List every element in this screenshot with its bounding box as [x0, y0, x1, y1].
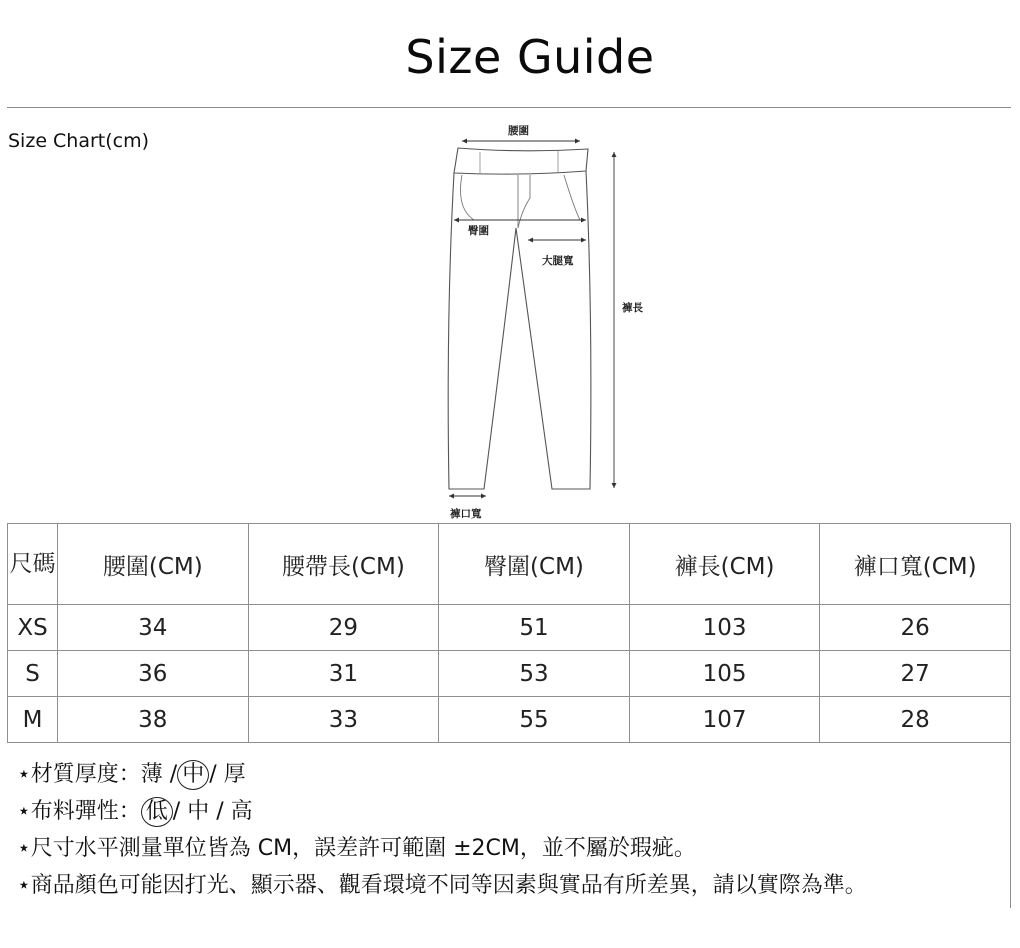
table-row	[8, 697, 1011, 743]
waist-label: 腰圍	[508, 125, 529, 137]
table-cell: 107	[629, 697, 820, 743]
size-column-header: 尺碼	[8, 524, 58, 605]
thigh-label: 大腿寬	[542, 255, 574, 267]
column-header: 褲長(CM)	[629, 524, 820, 605]
table-cell: 36	[58, 651, 249, 697]
color-disclaimer-note: ⋆商品顏色可能因打光、顯示器、觀看環境不同等因素與實品有所差異，請以實際為準。	[17, 873, 867, 898]
table-cell: 33	[248, 697, 439, 743]
elasticity-note: ⋆布料彈性： 低 / 中 / 高	[17, 794, 867, 831]
title-divider	[7, 107, 1011, 108]
table-row	[8, 605, 1011, 651]
column-header: 腰圍(CM)	[58, 524, 249, 605]
column-header: 腰帶長(CM)	[248, 524, 439, 605]
table-cell: 26	[820, 605, 1011, 651]
hem-label: 褲口寬	[450, 508, 482, 520]
table-header-row	[8, 524, 1011, 605]
size-cell: M	[8, 697, 58, 743]
page-title: Size Guide	[405, 30, 655, 84]
measurement-note: ⋆尺寸水平測量單位皆為 CM，誤差許可範圍 ±2CM，並不屬於瑕疵。	[17, 836, 696, 861]
hip-label: 臀圍	[468, 225, 489, 237]
pants-measurement-diagram	[440, 118, 680, 523]
thickness-note: ⋆材質厚度：薄 / 中 / 厚	[17, 757, 867, 794]
table-cell: 105	[629, 651, 820, 697]
notes-right-border	[1010, 743, 1011, 908]
table-cell: 34	[58, 605, 249, 651]
column-header: 褲口寬(CM)	[820, 524, 1011, 605]
table-cell: 55	[439, 697, 630, 743]
table-row	[8, 651, 1011, 697]
pants-waistband	[454, 148, 588, 174]
selected-elasticity-badge: 低	[141, 797, 173, 827]
notes-section	[17, 757, 867, 905]
size-cell: S	[8, 651, 58, 697]
size-chart-subtitle: Size Chart(cm)	[8, 130, 150, 152]
selected-thickness-badge: 中	[177, 760, 209, 790]
table-cell: 28	[820, 697, 1011, 743]
table-cell: 103	[629, 605, 820, 651]
table-cell: 51	[439, 605, 630, 651]
table-cell: 29	[248, 605, 439, 651]
pants-outline	[448, 171, 591, 489]
table-cell: 38	[58, 697, 249, 743]
size-table	[7, 523, 1011, 743]
table-cell: 31	[248, 651, 439, 697]
column-header: 臀圍(CM)	[439, 524, 630, 605]
table-cell: 27	[820, 651, 1011, 697]
length-label: 褲長	[622, 302, 643, 314]
size-cell: XS	[8, 605, 58, 651]
table-cell: 53	[439, 651, 630, 697]
